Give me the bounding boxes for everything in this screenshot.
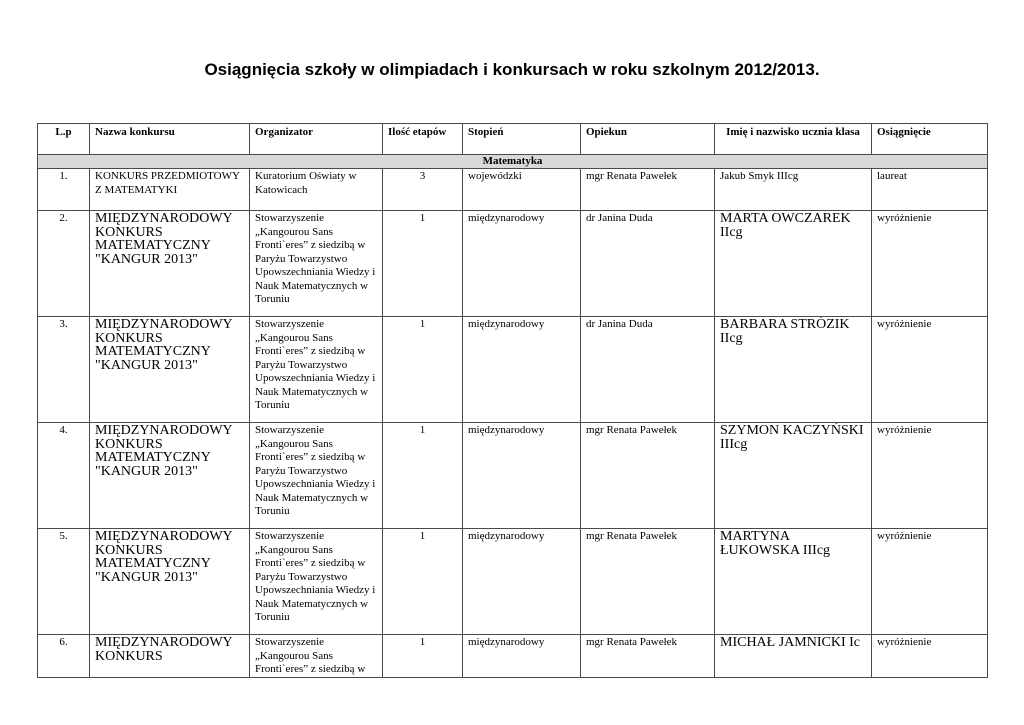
header-stages: Ilość etapów [383, 124, 463, 155]
cell-name: MIĘDZYNARODOWY KONKURS MATEMATYCZNY "KANGUR 2013" [90, 211, 250, 317]
cell-stages: 1 [383, 529, 463, 635]
cell-student: MARTA OWCZAREK IIcg [715, 211, 872, 317]
cell-lp: 2. [38, 211, 90, 317]
cell-organizer: Stowarzyszenie „Kangourou Sans Fronti`eres” z siedzibą w [250, 635, 383, 678]
cell-achievement: wyróżnienie [872, 211, 988, 317]
cell-supervisor: dr Janina Duda [581, 211, 715, 317]
cell-achievement: wyróżnienie [872, 317, 988, 423]
header-supervisor: Opiekun [581, 124, 715, 155]
table-row [38, 423, 988, 529]
cell-level: międzynarodowy [463, 317, 581, 423]
cell-name: MIĘDZYNARODOWY KONKURS MATEMATYCZNY "KANGUR 2013" [90, 529, 250, 635]
achievements-table [37, 123, 988, 678]
cell-lp: 6. [38, 635, 90, 678]
cell-level: międzynarodowy [463, 211, 581, 317]
cell-level: wojewódzki [463, 169, 581, 211]
cell-level: międzynarodowy [463, 635, 581, 678]
cell-achievement: wyróżnienie [872, 529, 988, 635]
cell-level: międzynarodowy [463, 423, 581, 529]
table-row [38, 635, 988, 678]
cell-supervisor: mgr Renata Pawełek [581, 529, 715, 635]
cell-supervisor: mgr Renata Pawełek [581, 423, 715, 529]
cell-lp: 3. [38, 317, 90, 423]
cell-student: Jakub Smyk IIIcg [715, 169, 872, 211]
cell-student: MICHAŁ JAMNICKI Ic [715, 635, 872, 678]
cell-organizer: Stowarzyszenie „Kangourou Sans Fronti`eres” z siedzibą w Paryżu Towarzystwo Upowszechniania Wiedzy i Nauk Matematycznych w Toruniu [250, 211, 383, 317]
cell-name: MIĘDZYNARODOWY KONKURS [90, 635, 250, 678]
cell-name: MIĘDZYNARODOWY KONKURS MATEMATYCZNY "KANGUR 2013" [90, 317, 250, 423]
cell-stages: 3 [383, 169, 463, 211]
cell-name: MIĘDZYNARODOWY KONKURS MATEMATYCZNY "KANGUR 2013" [90, 423, 250, 529]
cell-stages: 1 [383, 423, 463, 529]
header-level: Stopień [463, 124, 581, 155]
cell-organizer: Stowarzyszenie „Kangourou Sans Fronti`eres” z siedzibą w Paryżu Towarzystwo Upowszechniania Wiedzy i Nauk Matematycznych w Toruniu [250, 529, 383, 635]
cell-lp: 4. [38, 423, 90, 529]
cell-stages: 1 [383, 317, 463, 423]
cell-student: SZYMON KACZYŃSKI IIIcg [715, 423, 872, 529]
header-lp: L.p [38, 124, 90, 155]
cell-supervisor: mgr Renata Pawełek [581, 169, 715, 211]
cell-lp: 5. [38, 529, 90, 635]
cell-student: MARTYNA ŁUKOWSKA IIIcg [715, 529, 872, 635]
cell-organizer: Stowarzyszenie „Kangourou Sans Fronti`eres” z siedzibą w Paryżu Towarzystwo Upowszechniania Wiedzy i Nauk Matematycznych w Toruniu [250, 423, 383, 529]
cell-student: BARBARA STRÓZIK IIcg [715, 317, 872, 423]
table-row [38, 211, 988, 317]
cell-stages: 1 [383, 211, 463, 317]
section-row [38, 155, 988, 169]
table-row [38, 317, 988, 423]
cell-supervisor: dr Janina Duda [581, 317, 715, 423]
cell-name: KONKURS PRZEDMIOTOWY Z MATEMATYKI [90, 169, 250, 211]
page-title: Osiągnięcia szkoły w olimpiadach i konkursach w roku szkolnym 2012/2013. [204, 60, 820, 79]
section-label: Matematyka [38, 155, 988, 169]
cell-stages: 1 [383, 635, 463, 678]
cell-achievement: laureat [872, 169, 988, 211]
cell-lp: 1. [38, 169, 90, 211]
cell-organizer: Stowarzyszenie „Kangourou Sans Fronti`eres” z siedzibą w Paryżu Towarzystwo Upowszechniania Wiedzy i Nauk Matematycznych w Toruniu [250, 317, 383, 423]
table-row [38, 169, 988, 211]
cell-level: międzynarodowy [463, 529, 581, 635]
header-row [38, 124, 988, 155]
cell-achievement: wyróżnienie [872, 635, 988, 678]
cell-achievement: wyróżnienie [872, 423, 988, 529]
cell-supervisor: mgr Renata Pawełek [581, 635, 715, 678]
header-achievement: Osiągnięcie [872, 124, 988, 155]
header-organizer: Organizator [250, 124, 383, 155]
header-name: Nazwa konkursu [90, 124, 250, 155]
cell-organizer: Kuratorium Oświaty w Katowicach [250, 169, 383, 211]
header-student: Imię i nazwisko ucznia klasa [715, 124, 872, 155]
table-row [38, 529, 988, 635]
